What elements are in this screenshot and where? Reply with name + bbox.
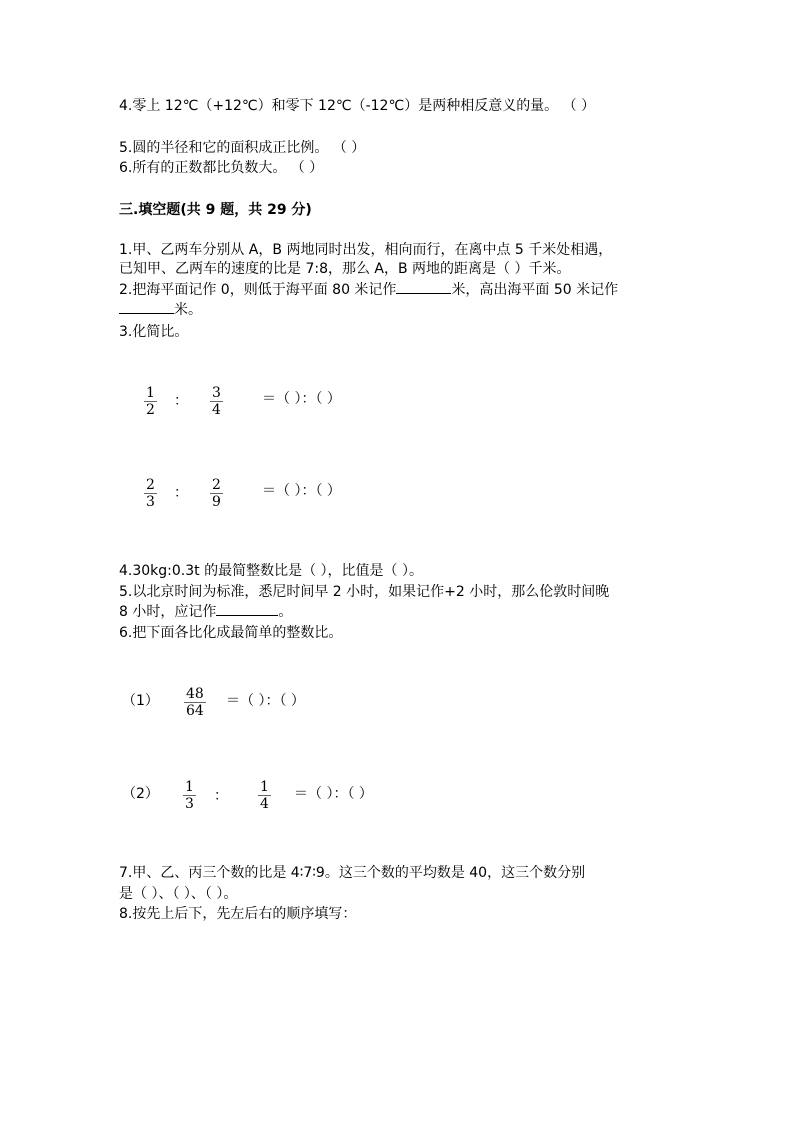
- fraction-numerator: 2: [146, 477, 155, 493]
- fraction-numerator: 1: [185, 779, 194, 795]
- fill-q5-text-a: 8 小时，应记作: [119, 604, 217, 620]
- ratio-result: ＝（ ）：（ ）: [226, 693, 305, 709]
- item-label: （1）: [122, 693, 159, 709]
- fraction: [144, 385, 157, 418]
- ratio-colon: ：: [174, 393, 188, 409]
- fraction-numerator: 1: [146, 385, 155, 401]
- fraction-denominator: 4: [212, 402, 221, 418]
- fraction: [210, 385, 223, 418]
- fraction: [144, 477, 157, 510]
- fraction-denominator: 64: [186, 703, 204, 719]
- fill-q2-text-b: 米，高出海平面 50 米记作: [451, 282, 619, 298]
- fill-q5-text-b: 。: [278, 604, 293, 620]
- fraction-denominator: 2: [146, 402, 155, 418]
- fill-q8: 8.按先上后下，先左后右的顺序填写：: [119, 906, 357, 922]
- fill-q4: 4.30kg:0.3t 的最简整数比是（ ），比值是（ ）。: [119, 563, 423, 579]
- fraction-numerator: 2: [212, 477, 221, 493]
- fraction-numerator: 1: [260, 779, 269, 795]
- fill-q2-line2: [119, 300, 202, 320]
- fraction-denominator: 4: [260, 796, 269, 812]
- ratio-colon: ：: [214, 788, 228, 804]
- fraction-denominator: 3: [185, 796, 194, 812]
- fraction: [210, 477, 223, 510]
- fill-q1-line2: 已知甲、乙两车的速度的比是 7:8，那么 A，B 两地的距离是（ ）千米。: [119, 261, 571, 277]
- fill-q2-text-a: 2.把海平面记作 0，则低于海平面 80 米记作: [119, 282, 397, 298]
- ratio-colon: ：: [174, 485, 188, 501]
- fill-q7-line1: 7.甲、乙、丙三个数的比是 4∶7∶9。这三个数的平均数是 40，这三个数分别: [119, 865, 586, 881]
- ratio-result: ＝（ ）：（ ）: [294, 786, 373, 802]
- fill-q1-line1: 1.甲、乙两车分别从 A，B 两地同时出发，相向而行，在离中点 5 千米处相遇，: [119, 242, 613, 258]
- ratio-result: ＝（ ）：（ ）: [262, 391, 341, 407]
- fraction: [184, 686, 206, 719]
- answer-blank[interactable]: [216, 615, 278, 616]
- fill-q7-line2: 是（ ）、（ ）、（ ）。: [119, 886, 238, 902]
- fill-q3-title: 3.化简比。: [119, 324, 189, 340]
- fraction: [258, 779, 271, 812]
- fraction: [183, 779, 196, 812]
- section-title: 三.填空题(共 9 题，共 29 分): [119, 202, 312, 218]
- judge-question-4: 4.零上 12℃（+12℃）和零下 12℃（-12℃）是两种相反意义的量。 （ ）: [119, 98, 596, 114]
- fraction-denominator: 9: [212, 494, 221, 510]
- fill-q2-line1: [119, 280, 618, 300]
- answer-blank[interactable]: [119, 313, 174, 314]
- fraction-denominator: 3: [146, 494, 155, 510]
- judge-question-5: 5.圆的半径和它的面积成正比例。 （ ）: [119, 140, 366, 156]
- fill-q5-line1: 5.以北京时间为标准，悉尼时间早 2 小时，如果记作+2 小时，那么伦敦时间晚: [119, 584, 610, 600]
- item-label: （2）: [122, 786, 159, 802]
- fraction-numerator: 48: [186, 686, 204, 702]
- fraction-numerator: 3: [212, 385, 221, 401]
- judge-question-6: 6.所有的正数都比负数大。 （ ）: [119, 160, 324, 176]
- fill-q2-text-c: 米。: [174, 302, 202, 318]
- answer-blank[interactable]: [396, 293, 451, 294]
- fill-q5-line2: [119, 602, 292, 622]
- ratio-result: ＝（ ）：（ ）: [262, 483, 341, 499]
- fill-q6-title: 6.把下面各比化成最简单的整数比。: [119, 625, 343, 641]
